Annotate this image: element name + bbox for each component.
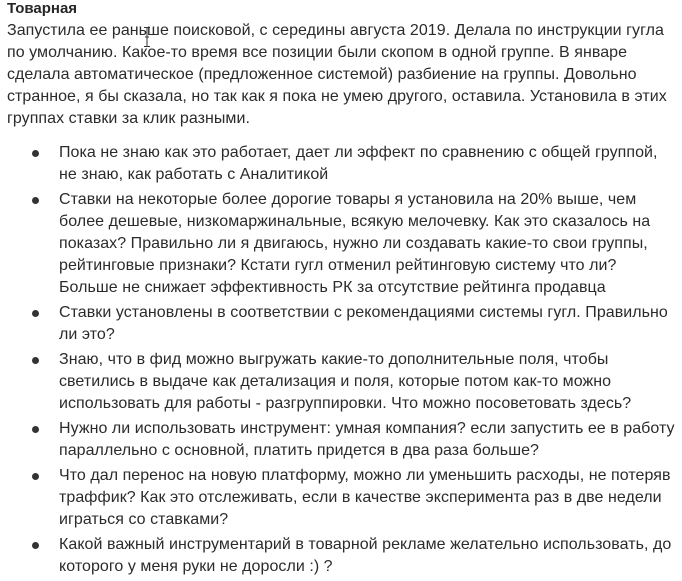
list-item (7, 189, 679, 299)
text-cursor-icon (142, 26, 152, 48)
bullet-icon (32, 150, 39, 157)
bullet-icon (32, 473, 39, 480)
intro-paragraph: Запустила ее раньше поисковой, с середины августа 2019. Делала по инструкции гугла по умолчанию. Какое-то время все позиции были скопом в одной группе. В январе сделала автоматическое (предложенное системой) разбиение на группы. Довольно странное, я бы сказала, но так как я пока не умею другого, оставила. Установила в этих группах ставки за клик разными. (7, 22, 667, 127)
list-item-text: Какой важный инструментарий в товарной рекламе желательно использовать, до которого у меня руки не доросли :) ? (59, 536, 672, 575)
bullet-list (7, 142, 679, 578)
list-item-text: Ставки на некоторые более дорогие товары я установила на 20% выше, чем более дешевые, низкомаржинальные, всякую мелочевку. Как это сказалось на показах? Правильно ли я двигаюсь, нужно ли создавать какие-то свои группы, рейтинговые признаки? Кстати гугл отменил рейтинговую систему что ли? Больше не снижает эффективность РК за отсутствие рейтинга продавца (59, 191, 651, 296)
list-item-text: Пока не знаю как это работает, дает ли эффект по сравнению с общей группой, не знаю, как работать с Аналитикой (59, 144, 658, 183)
list-item (7, 534, 679, 578)
list-item-text: Нужно ли использовать инструмент: умная компания? если запустить ее в работу параллельно с основной, платить придется в два раза больше? (59, 420, 675, 459)
bullet-icon (32, 542, 39, 549)
bullet-icon (32, 357, 39, 364)
document (7, 0, 679, 581)
list-item (7, 142, 679, 186)
list-item (7, 465, 679, 531)
section-heading: Товарная (7, 0, 78, 17)
list-item-text: Ставки установлены в соответствии с рекомендациями системы гугл. Правильно ли это? (59, 304, 668, 343)
list-item (7, 302, 679, 346)
bullet-icon (32, 310, 39, 317)
bullet-icon (32, 197, 39, 204)
list-item (7, 418, 679, 462)
list-item-text: Что дал перенос на новую платформу, можно ли уменьшить расходы, не потеряв траффик? Как это отслеживать, если в качестве эксперимента раз в две недели играться со ставками? (59, 467, 671, 528)
list-item (7, 349, 679, 415)
list-item-text: Знаю, что в фид можно выгружать какие-то дополнительные поля, чтобы светились в выдаче как детализация и поля, которые потом как-то можно использовать для работы - разгруппировки. Что можно посоветовать здесь? (59, 351, 632, 412)
bullet-icon (32, 426, 39, 433)
